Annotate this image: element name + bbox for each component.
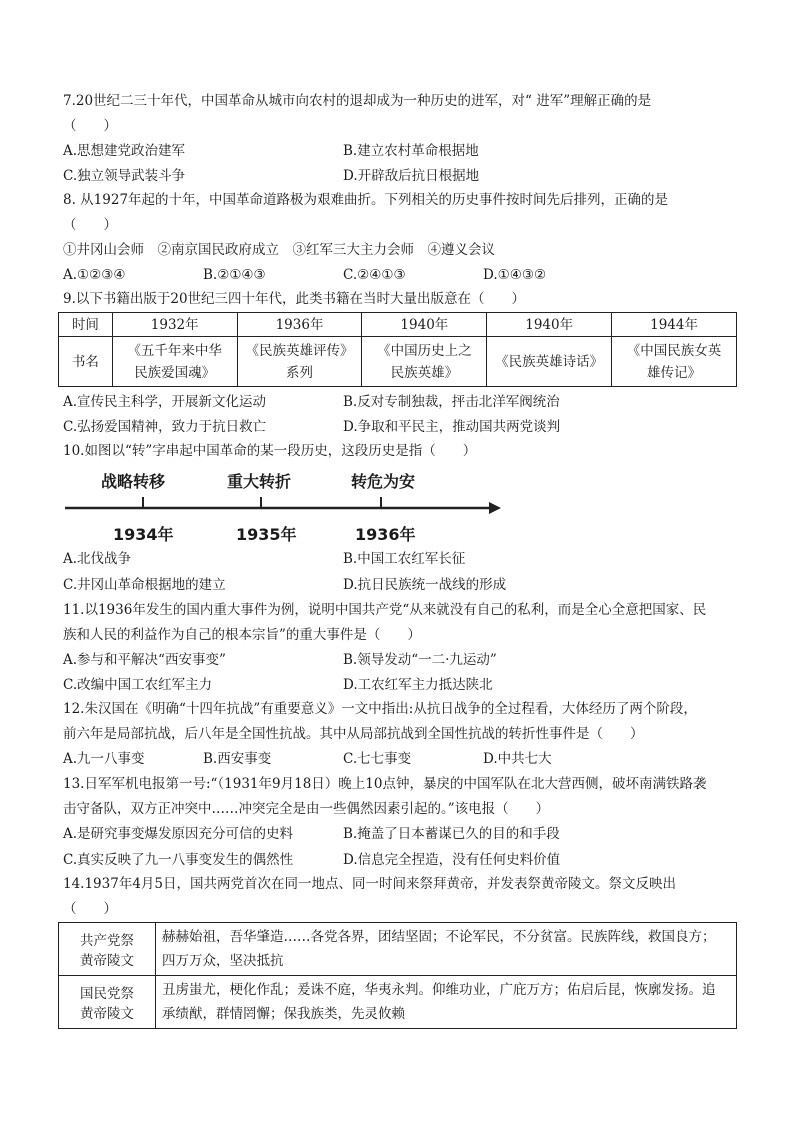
eulogy-source-cell (59, 976, 156, 1029)
q13-option-d[interactable]: D.信息完全捏造，没有任何史料价值 (343, 852, 561, 868)
q9-option-a[interactable]: A.宣传民主科学，开展新文化运动 (63, 394, 267, 410)
q9-option-b[interactable]: B.反对专制独裁，抨击北洋军阀统治 (343, 394, 560, 410)
q7-stem: 7.20世纪二三十年代，中国革命从城市向农村的退却成为一种历史的进军，对“ 进军”理解正确的是 (63, 93, 652, 109)
book-cell (612, 337, 737, 387)
q11-option-d[interactable]: D.工农红军主力抵达陕北 (343, 677, 493, 693)
timeline-year: 1935年 (236, 525, 297, 544)
q11-option-b[interactable]: B.领导发动“一二·九运动” (343, 652, 497, 668)
eulogy-text-line: 承绩猷，群情罔懈；保我族类，先灵攸赖 (162, 1006, 405, 1022)
q8-option-d[interactable]: D.①④③② (483, 267, 547, 283)
eulogy-text-line: 四万万众，坚决抵抗 (162, 953, 284, 969)
q7-option-d[interactable]: D.开辟敌后抗日根据地 (343, 168, 480, 184)
timeline-label: 转危为安 (351, 472, 416, 491)
book-line: 系列 (286, 364, 314, 381)
q12-option-a[interactable]: A.九一八事变 (63, 751, 145, 767)
q11-option-c[interactable]: C.改编中国工农红军主力 (63, 677, 213, 693)
timeline-year: 1936年 (355, 525, 416, 544)
q11-stem-line1: 11.以1936年发生的国内重大事件为例，说明中国共产党“从来就没有自己的私利，而是全心全意把国家、民 (63, 602, 707, 618)
table-header-time: 时间 (59, 313, 113, 337)
q13-option-c[interactable]: C.真实反映了九一八事变发生的偶然性 (63, 852, 294, 868)
eulogy-text-line: 赫赫始祖，吾华肇造……各党各界，团结坚固；不论军民，不分贫富。民族阵线，救国良方； (162, 929, 716, 945)
q13-stem-line2: 击守备队，双方正冲突中……冲突完全是由一些偶然因素引起的。”该电报（ ） (63, 801, 550, 817)
q14-eulogy-table (58, 922, 737, 1029)
q13-option-a[interactable]: A.是研究事变爆发原因充分可信的史料 (63, 826, 294, 842)
q8-events: ①井冈山会师 ②南京国民政府成立 ③红军三大主力会师 ④遵义会议 (63, 242, 495, 258)
q7-option-c[interactable]: C.独立领导武装斗争 (63, 168, 186, 184)
q13-option-b[interactable]: B.掩盖了日本蓄谋已久的目的和手段 (343, 826, 560, 842)
year-cell: 1932年 (112, 313, 237, 337)
book-line: 民族英雄》 (390, 364, 459, 381)
q14-stem: 14.1937年4月5日，国共两党首次在同一地点、同一时间来祭拜黄帝，并发表祭黄帝陵文。祭文反映出 (63, 876, 677, 892)
q9-option-d[interactable]: D.争取和平民主，推动国共两党谈判 (343, 419, 561, 435)
q13-stem-line1: 13.日军军机电报第一号:“（1931年9月18日）晚上10点钟，暴戾的中国军队在北大营西侧，破坏南满铁路袭 (63, 776, 707, 792)
book-line: 民族爱国魂》 (134, 364, 216, 381)
book-cell (237, 337, 362, 387)
q12-option-d[interactable]: D.中共七大 (483, 751, 552, 767)
eulogy-source-line: 黄帝陵文 (80, 953, 134, 969)
q11-stem-line2: 族和人民的利益作为自己的根本宗旨”的重大事件是（ ） (63, 627, 421, 643)
eulogy-source-line: 共产党祭 (80, 933, 134, 949)
q8-paren: （ ） (63, 217, 117, 233)
q10-option-c[interactable]: C.井冈山革命根据地的建立 (63, 577, 226, 593)
book-line: 《民族英雄诗话》 (495, 353, 604, 370)
q12-stem-line1: 12.朱汉国在《明确“十四年抗战”有重要意义》一文中指出:从抗日战争的全过程看，大体经历了两个阶段， (63, 701, 697, 717)
year-cell: 1940年 (362, 313, 487, 337)
q12-option-b[interactable]: B.西安事变 (203, 751, 272, 767)
table-header-book: 书名 (59, 337, 113, 387)
eulogy-text-cell (156, 923, 737, 976)
timeline-label: 重大转折 (227, 472, 292, 491)
q7-option-a[interactable]: A.思想建党政治建军 (63, 143, 186, 159)
book-line: 《中国民族女英 (626, 342, 722, 359)
q10-option-a[interactable]: A.北伐战争 (63, 551, 132, 567)
q9-option-c[interactable]: C.弘扬爱国精神，致力于抗日救亡 (63, 419, 267, 435)
q10-timeline (63, 467, 503, 547)
book-cell (112, 337, 237, 387)
q8-stem: 8. 从1927年起的十年，中国革命道路极为艰难曲折。下列相关的历史事件按时间先后排列，正确的是 (63, 192, 669, 208)
eulogy-text-cell (156, 976, 737, 1029)
book-line: 《五千年来中华 (127, 342, 222, 359)
q14-paren: （ ） (63, 901, 117, 917)
book-cell (487, 337, 612, 387)
q10-stem: 10.如图以“转”字串起中国革命的某一段历史，这段历史是指（ ） (63, 443, 477, 459)
book-line: 雄传记》 (647, 364, 702, 381)
q9-stem: 9.以下书籍出版于20世纪三四十年代，此类书籍在当时大量出版意在（ ） (63, 291, 526, 307)
eulogy-source-line: 黄帝陵文 (80, 1006, 134, 1022)
timeline-year: 1934年 (113, 525, 174, 544)
eulogy-source-line: 国民党祭 (80, 986, 134, 1002)
year-cell: 1936年 (237, 313, 362, 337)
q8-option-a[interactable]: A.①②③④ (63, 267, 126, 283)
q8-option-b[interactable]: B.②①④③ (203, 267, 266, 283)
q8-option-c[interactable]: C.②④①③ (343, 267, 406, 283)
q12-stem-line2: 前六年是局部抗战，后八年是全国性抗战。其中从局部抗战到全国性抗战的转折性事件是（ ） (63, 726, 644, 742)
book-cell (362, 337, 487, 387)
book-line: 《民族英雄评传》 (245, 342, 354, 359)
book-line: 《中国历史上之 (377, 342, 472, 359)
q11-option-a[interactable]: A.参与和平解决“西安事变” (63, 652, 226, 668)
eulogy-text-line: 丑虏蚩尤，梗化作乱；爰诛不庭，华夷永判。仰维功业，广庇万方；佑启后昆，恢廓发扬。追 (162, 982, 716, 998)
q9-book-table (58, 312, 737, 387)
q10-option-d[interactable]: D.抗日民族统一战线的形成 (343, 577, 507, 593)
eulogy-source-cell (59, 923, 156, 976)
q7-paren: （ ） (63, 118, 117, 134)
year-cell: 1944年 (612, 313, 737, 337)
timeline-label: 战略转移 (101, 472, 166, 491)
year-cell: 1940年 (487, 313, 612, 337)
q10-option-b[interactable]: B.中国工农红军长征 (343, 551, 466, 567)
q12-option-c[interactable]: C.七七事变 (343, 751, 412, 767)
q7-option-b[interactable]: B.建立农村革命根据地 (343, 143, 479, 159)
